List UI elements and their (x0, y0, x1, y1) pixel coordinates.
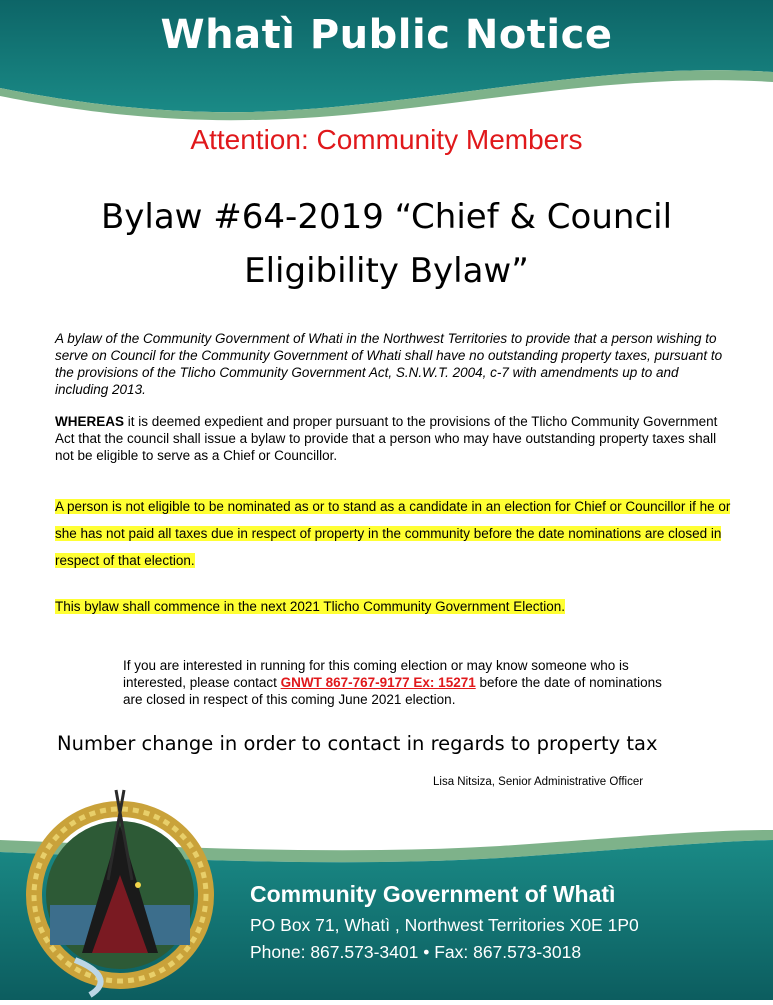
commencement-paragraph (55, 596, 735, 618)
signature: Lisa Nitsiza, Senior Administrative Officer (433, 776, 644, 788)
contact-paragraph (123, 657, 683, 708)
whereas-label: WHEREAS (55, 414, 125, 429)
eligibility-rule-text: A person is not eligible to be nominated as or to stand as a candidate in an election for Chief or Councillor if he or she has not paid all taxes due in respect of property in the community before the date nominations are closed in respect of that election. (55, 499, 731, 568)
contact-text-before: If you are interested in running for this coming election or may know someone who is interested, please contact (123, 658, 629, 690)
intro-paragraph: A bylaw of the Community Government of Whati in the Northwest Territories to provide that a person wishing to serve on Council for the Community Government of Whati shall have no outstanding property taxes, pursuant to the provisions of the Tlicho Community Government Act, S.N.W.T. 2004, c-7 with amendments up to and including 2013. (55, 331, 723, 397)
emblem-icon (20, 755, 235, 1000)
whereas-text: it is deemed expedient and proper pursuant to the provisions of the Tlicho Community Government Act that the council shall issue a bylaw to provide that a person who may have outstanding property taxes shall not be eligible to serve as a Chief or Councillor. (55, 414, 718, 463)
contact-phone-link[interactable]: GNWT 867-767-9177 Ex: 15271 (280, 675, 476, 690)
eligibility-rule-paragraph (55, 493, 735, 574)
header-banner (0, 0, 773, 125)
number-change-heading: Number change in order to contact in regards to property tax (57, 732, 658, 755)
attention-heading: Attention: Community Members (190, 124, 583, 155)
bylaw-title (40, 190, 733, 298)
organization-address: PO Box 71, Whatì , Northwest Territories X0E 1P0 (250, 915, 639, 935)
contact-text-after: before the date of nominations are closed in respect of this coming June 2021 election. (123, 675, 662, 707)
commencement-text: This bylaw shall commence in the next 2021 Tlicho Community Government Election. (55, 599, 565, 614)
bylaw-title-line2: Eligibility Bylaw” (244, 251, 529, 291)
whereas-paragraph (55, 413, 725, 464)
organization-phone-fax: Phone: 867.573-3401 • Fax: 867.573-3018 (250, 942, 582, 962)
page-title: Whatì Public Notice (160, 12, 613, 58)
organization-name: Community Government of Whatì (250, 881, 616, 907)
bylaw-title-line1: Bylaw #64-2019 “Chief & Council (100, 197, 673, 237)
community-emblem-logo (20, 755, 235, 1000)
